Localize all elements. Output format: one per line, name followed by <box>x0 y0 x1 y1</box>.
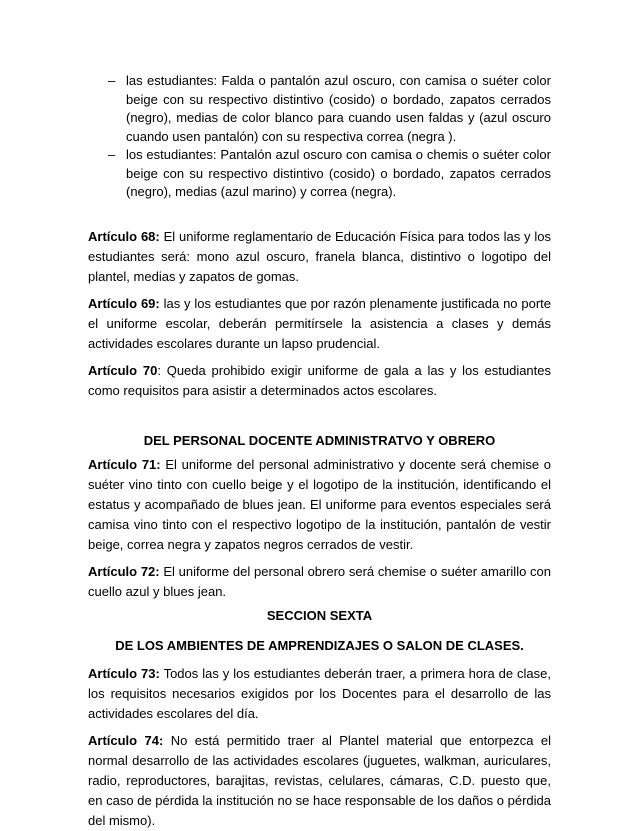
article-text: las y los estudiantes que por razón plenamente justificada no porte el uniforme escolar, deberán permitírsele la asistencia a clases y demás actividades escolares durante un lapso prudencial. <box>88 295 552 351</box>
article-68 <box>88 227 551 287</box>
bullet-text: los estudiantes: Pantalón azul oscuro con camisa o chemis o suéter color beige con su respectivo distintivo (cosido) o bordado, zapatos cerrados (negro), medias (azul marino) y correa (negra). <box>126 147 551 199</box>
article-label: Artículo 68: <box>88 228 160 244</box>
article-70 <box>88 361 551 401</box>
section-heading-ambientes: DE LOS AMBIENTES DE AMPRENDIZAJES O SALON DE CLASES. <box>115 637 524 653</box>
list-item <box>108 72 551 146</box>
bullet-text: las estudiantes: Falda o pantalón azul oscuro, con camisa o suéter color beige con su respectivo distintivo (cosido) o bordado, zapatos cerrados (negro), medias de color blanco para cuando usen faldas y (azul oscuro cuando usen pantalón) con su respectiva correa (negra ). <box>126 73 551 144</box>
article-72 <box>88 562 551 602</box>
list-item <box>108 146 551 202</box>
article-label: Artículo 71: <box>88 456 161 472</box>
article-label: Artículo 72: <box>88 563 160 579</box>
article-label: Artículo 69: <box>88 295 160 311</box>
section-heading-personal: DEL PERSONAL DOCENTE ADMINISTRATVO Y OBRERO <box>143 432 496 448</box>
article-text: El uniforme del personal administrativo y docente será chemise o suéter vino tinto con cuello beige y el logotipo de la institución, identificando el estatus y acompañado de blues jean. El uniforme para eventos especiales será camisa vino tinto con el respectivo logotipo de la institución, pantalón de vestir beige, correa negra y zapatos negros cerrados de vestir. <box>88 456 552 552</box>
article-74 <box>88 731 551 831</box>
article-text: : Queda prohibido exigir uniforme de gala a las y los estudiantes como requisitos para asistir a determinados actos escolares. <box>88 362 552 398</box>
article-text: No está permitido traer al Plantel material que entorpezca el normal desarrollo de las actividades escolares (juguetes, walkman, auriculares, radio, reproductores, barajitas, revistas, celulares, cámaras, C.D. puesto que, en caso de pérdida la institución no se hace responsable de los daños o pérdida del mismo). <box>88 732 551 828</box>
article-69 <box>88 294 551 354</box>
article-label: Artículo 70 <box>88 362 158 378</box>
article-label: Artículo 73: <box>88 665 160 681</box>
article-text: El uniforme reglamentario de Educación Física para todos las y los estudiantes será: mono azul oscuro, franela blanca, distintivo o logotipo del plantel, medias y zapatos de gomas. <box>88 228 552 284</box>
article-label: Artículo 74: <box>88 732 164 748</box>
article-71 <box>88 455 551 555</box>
article-text: Todos las y los estudiantes deberán traer, a primera hora de clase, los requisitos necesarios exigidos por los Docentes para el desarrollo de las actividades escolares del día. <box>88 665 552 721</box>
section-heading-seccion: SECCION SEXTA <box>266 607 373 623</box>
bullet-dash: – <box>108 147 116 162</box>
uniform-bullet-list <box>88 72 551 202</box>
bullet-dash: – <box>108 73 116 88</box>
article-73 <box>88 664 551 724</box>
article-text: El uniforme del personal obrero será chemise o suéter amarillo con cuello azul y blues jean. <box>88 563 551 599</box>
